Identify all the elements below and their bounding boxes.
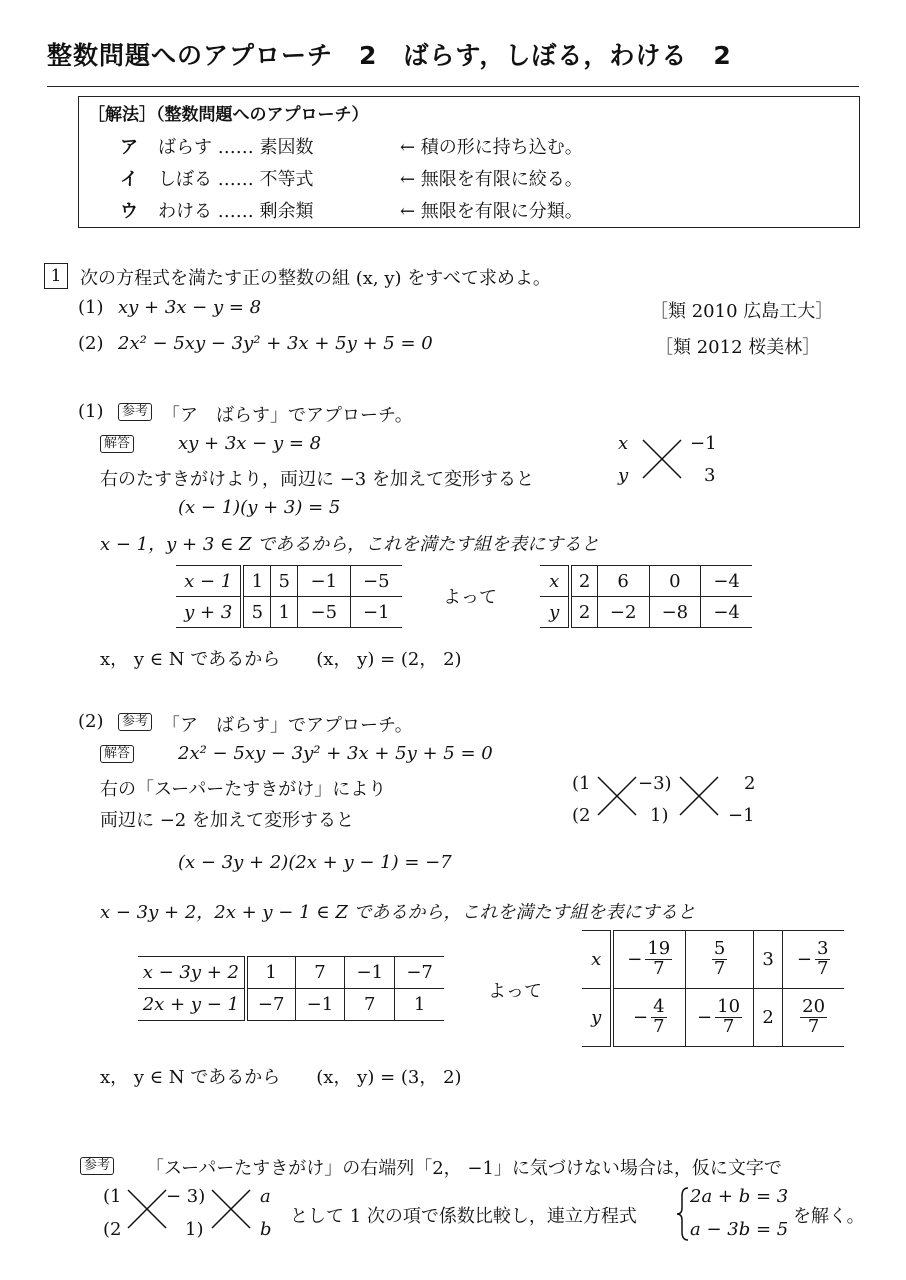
integer-value: 3 bbox=[762, 949, 774, 970]
sol2-line1: 右の「スーパーたすきがけ」により bbox=[100, 779, 387, 800]
fraction-sign: − bbox=[627, 948, 643, 970]
table-cell: 7 bbox=[345, 989, 395, 1021]
table-cell: 7 bbox=[295, 957, 345, 989]
sol1-line2: x − 1，y + 3 ∈ Z であるから，これを満たす組を表にすると bbox=[100, 534, 600, 555]
ref-tag-text: 参考 bbox=[80, 1157, 114, 1175]
fraction-denominator: 7 bbox=[816, 958, 829, 979]
ref-system-eq1: 2a + b = 3 bbox=[690, 1186, 789, 1207]
sol1-answer-tag bbox=[100, 434, 134, 455]
table-cell: −1 bbox=[345, 957, 395, 989]
table-cell: x − 1 bbox=[176, 566, 242, 597]
sol2-cross-bl: (2 bbox=[572, 805, 591, 826]
fraction bbox=[800, 998, 827, 1037]
sol2-table-left bbox=[138, 956, 444, 1021]
sol1-table-right bbox=[540, 565, 752, 628]
problem-statement: 次の方程式を満たす正の整数の組 (x, y) をすべて求めよ。 bbox=[80, 268, 551, 289]
ref-cross-br: 1) bbox=[185, 1219, 204, 1240]
method-heading: ［解法］（整数問題へのアプローチ） bbox=[88, 105, 369, 125]
table-cell bbox=[686, 989, 754, 1047]
sol2-cross-lines-2 bbox=[680, 777, 720, 817]
table-row bbox=[176, 597, 402, 628]
table-cell: −1 bbox=[350, 597, 402, 628]
sol1-approach: 「ア ばらす」でアプローチ。 bbox=[162, 405, 413, 426]
table-cell: 2 bbox=[570, 566, 597, 597]
sol1-cross-x: x bbox=[618, 433, 629, 454]
table-cell: x bbox=[582, 931, 612, 989]
table-row bbox=[582, 989, 844, 1047]
integer-value: 2 bbox=[762, 1007, 774, 1028]
table-cell: −5 bbox=[350, 566, 402, 597]
sol2-cross-tr: −3) bbox=[638, 773, 672, 794]
fraction-denominator: 7 bbox=[653, 958, 665, 979]
ref-system-brace bbox=[676, 1186, 690, 1242]
ref-cross-lines-2 bbox=[212, 1190, 252, 1230]
sol1-cross-a: −1 bbox=[690, 433, 717, 454]
table-cell bbox=[753, 989, 782, 1047]
title-rule bbox=[47, 86, 859, 87]
method-name-u: わける …… 剰余類 bbox=[158, 201, 314, 222]
ref-cross-tl: (1 bbox=[103, 1186, 122, 1207]
table-cell: −8 bbox=[649, 597, 701, 628]
part1-source: ［類 2010 広島工大］ bbox=[650, 301, 834, 322]
ref-cross-b: b bbox=[260, 1219, 272, 1240]
sol1-ref-tag bbox=[118, 402, 152, 423]
table-cell bbox=[753, 931, 782, 989]
sol1-cross-b: 3 bbox=[704, 465, 716, 486]
part2-equation: 2x² − 5xy − 3y² + 3x + 5y + 5 = 0 bbox=[118, 333, 433, 354]
ref-tag bbox=[80, 1156, 114, 1177]
sol2-cross-tl: (1 bbox=[572, 773, 591, 794]
fraction-denominator: 7 bbox=[713, 958, 726, 979]
table-row bbox=[138, 989, 444, 1021]
page-title: 整数問題へのアプローチ 2 ばらす，しぼる，わける 2 bbox=[47, 41, 732, 70]
part2-source: ［類 2012 桜美林］ bbox=[655, 337, 821, 358]
sol2-ref-tag-text: 参考 bbox=[118, 713, 152, 731]
sol2-factored: (x − 3y + 2)(2x + y − 1) = −7 bbox=[178, 852, 452, 873]
sol1-line1: 右のたすきがけより，両辺に −3 を加えて変形すると bbox=[100, 469, 534, 490]
method-letter-i: イ bbox=[120, 169, 138, 190]
ref-cross-lines-1 bbox=[128, 1190, 168, 1230]
sol2-cross-c2: −1 bbox=[728, 805, 755, 826]
table-cell: −4 bbox=[701, 566, 752, 597]
sol1-table-left bbox=[176, 565, 402, 628]
ref-cross-tr: − 3) bbox=[166, 1186, 206, 1207]
method-note-i: ← 無限を有限に絞る。 bbox=[400, 169, 583, 190]
table-cell: 0 bbox=[649, 566, 701, 597]
ref-cross-bl: (2 bbox=[103, 1219, 122, 1240]
sol2-line2: 両辺に −2 を加えて変形すると bbox=[100, 810, 354, 831]
sol2-yotte: よって bbox=[488, 981, 542, 1002]
method-letter-u: ウ bbox=[120, 201, 138, 222]
sol2-conclusion: x， y ∈ N であるから (x， y) = (3， 2) bbox=[100, 1067, 462, 1088]
sol1-answer-tag-text: 解答 bbox=[100, 435, 134, 453]
table-cell: x − 3y + 2 bbox=[138, 957, 246, 989]
fraction-numerator: 3 bbox=[816, 938, 829, 960]
sol1-label: (1) bbox=[78, 401, 104, 422]
table-cell: 5 bbox=[242, 597, 270, 628]
table-cell: 1 bbox=[271, 597, 298, 628]
fraction-sign: − bbox=[796, 948, 812, 970]
part2-label: (2) bbox=[78, 333, 104, 354]
fraction-denominator: 7 bbox=[722, 1016, 735, 1037]
table-cell: −1 bbox=[298, 566, 350, 597]
part1-equation: xy + 3x − y = 8 bbox=[118, 297, 262, 318]
table-cell: 6 bbox=[597, 566, 649, 597]
table-cell bbox=[783, 989, 844, 1047]
sol1-conclusion: x， y ∈ N であるから (x， y) = (2， 2) bbox=[100, 649, 462, 670]
table-cell bbox=[783, 931, 844, 989]
table-cell: −7 bbox=[246, 989, 295, 1021]
sol2-answer-tag bbox=[100, 744, 134, 765]
method-letter-a: ア bbox=[120, 137, 138, 158]
table-cell bbox=[612, 931, 685, 989]
sol2-table-right bbox=[582, 930, 844, 1047]
sol2-answer-tag-text: 解答 bbox=[100, 745, 134, 763]
table-row bbox=[138, 957, 444, 989]
table-cell: 2 bbox=[570, 597, 597, 628]
fraction-numerator: 4 bbox=[653, 996, 665, 1018]
table-cell: −7 bbox=[395, 957, 444, 989]
table-cell: −2 bbox=[597, 597, 649, 628]
sol1-factored: (x − 1)(y + 3) = 5 bbox=[178, 497, 341, 518]
fraction bbox=[645, 940, 672, 979]
fraction-denominator: 7 bbox=[653, 1016, 665, 1037]
sol2-ref-tag bbox=[118, 712, 152, 733]
table-cell: y bbox=[540, 597, 570, 628]
fraction-sign: − bbox=[697, 1006, 713, 1028]
table-row bbox=[540, 566, 752, 597]
table-cell: 2x + y − 1 bbox=[138, 989, 246, 1021]
table-cell: y + 3 bbox=[176, 597, 242, 628]
table-cell: −5 bbox=[298, 597, 350, 628]
fraction-numerator: 19 bbox=[647, 938, 671, 960]
method-name-a: ばらす …… 素因数 bbox=[158, 137, 314, 158]
table-row bbox=[176, 566, 402, 597]
method-note-u: ← 無限を有限に分類。 bbox=[400, 201, 583, 222]
table-row bbox=[540, 597, 752, 628]
ref-cross-a: a bbox=[260, 1186, 271, 1207]
table-cell: −4 bbox=[701, 597, 752, 628]
method-name-i: しぼる …… 不等式 bbox=[158, 169, 314, 190]
sol1-yotte: よって bbox=[443, 587, 497, 608]
table-cell: 1 bbox=[395, 989, 444, 1021]
fraction bbox=[715, 998, 742, 1037]
sol2-cross-c1: 2 bbox=[744, 773, 756, 794]
table-cell: 1 bbox=[242, 566, 270, 597]
sol2-approach: 「ア ばらす」でアプローチ。 bbox=[162, 715, 413, 736]
sol1-cross-y: y bbox=[618, 465, 629, 486]
fraction bbox=[651, 998, 666, 1037]
sol1-ref-tag-text: 参考 bbox=[118, 403, 152, 421]
sol2-cross-br: 1) bbox=[650, 805, 669, 826]
table-cell bbox=[612, 989, 685, 1047]
table-cell bbox=[686, 931, 754, 989]
sol2-label: (2) bbox=[78, 711, 104, 732]
method-note-a: ← 積の形に持ち込む。 bbox=[400, 137, 583, 158]
ref-text: 「スーパーたすきがけ」の右端列「2， −1」に気づけない場合は，仮に文字で bbox=[146, 1158, 782, 1179]
part1-label: (1) bbox=[78, 297, 104, 318]
fraction-numerator: 20 bbox=[802, 996, 826, 1018]
fraction bbox=[815, 940, 830, 979]
fraction-sign: − bbox=[632, 1006, 649, 1028]
ref-mid-text: として 1 次の項で係数比較し，連立方程式 bbox=[290, 1206, 637, 1227]
table-cell: 5 bbox=[271, 566, 298, 597]
sol2-line3: x − 3y + 2，2x + y − 1 ∈ Z であるから，これを満たす組を表にすると bbox=[100, 902, 696, 923]
problem-number: 1 bbox=[44, 263, 68, 289]
sol1-cross-lines bbox=[643, 440, 683, 480]
table-cell: −1 bbox=[295, 989, 345, 1021]
fraction bbox=[712, 940, 727, 979]
table-row bbox=[582, 931, 844, 989]
table-cell: 1 bbox=[246, 957, 295, 989]
fraction-numerator: 5 bbox=[713, 938, 726, 960]
table-cell: x bbox=[540, 566, 570, 597]
fraction-denominator: 7 bbox=[807, 1016, 820, 1037]
sol2-cross-lines-1 bbox=[598, 777, 638, 817]
table-cell: y bbox=[582, 989, 612, 1047]
fraction-numerator: 10 bbox=[717, 996, 741, 1018]
sol1-equation: xy + 3x − y = 8 bbox=[178, 433, 322, 454]
ref-system-eq2: a − 3b = 5 bbox=[690, 1219, 789, 1240]
sol2-equation: 2x² − 5xy − 3y² + 3x + 5y + 5 = 0 bbox=[178, 743, 493, 764]
ref-end-text: を解く。 bbox=[793, 1206, 865, 1227]
